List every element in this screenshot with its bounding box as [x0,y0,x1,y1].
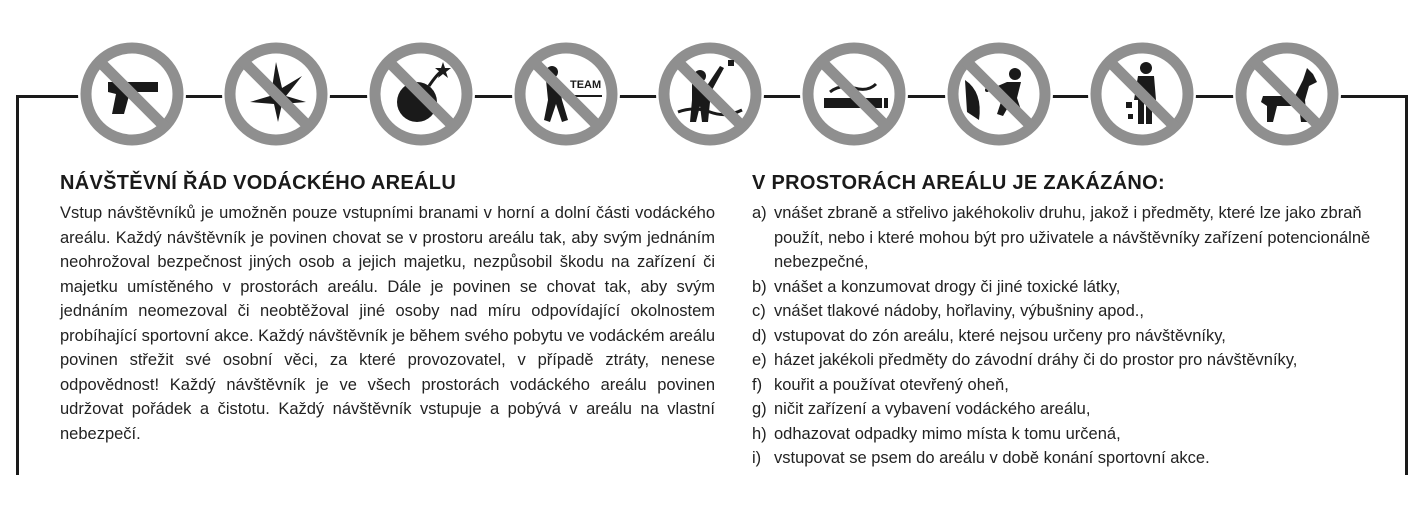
list-marker: c) [752,302,766,320]
no-smoking-icon [800,40,908,148]
prohibited-title: V PROSTORÁCH AREÁLU JE ZAKÁZÁNO: [752,172,1165,194]
no-weapons-icon [78,40,186,148]
list-item [752,422,1402,447]
list-marker: f) [752,375,763,394]
no-damage-icon [945,40,1053,148]
list-marker: h) [752,424,767,443]
list-marker: b) [752,277,767,296]
list-item-text: ničit zařízení a vybavení vodáckého areálu, [774,400,1091,418]
list-item-text: vnášet tlakové nádoby, hořlaviny, výbušniny apod., [774,302,1144,320]
list-item-text: odhazovat odpadky mimo místa k tomu určená, [774,424,1121,443]
visitor-rules-text: Vstup návštěvníků je umožněn pouze vstupními branami v horní a dolní části vodáckého areálu. Každý návštěvník je povinen chovat se v prostoru areálu tak, aby svým jednáním neohrožoval bezpečnost jiných osob a jejich majetku, nezpůsobil škodu na zařízení či majetku umístěného v prostorách areálu. Dále je povinen se chovat tak, aby svým jednáním neomezoval či neobtěžoval jiné osoby nad míru odpovídající okolnostem probíhající sportovní akce. Každý návštěvník je během svého pobytu ve vodáckém areálu povinen střežit své osobní věci, za které provozovatel, v případě ztráty, nenese odpovědnost! Každý návštěvník je ve všech prostorách vodáckého areálu povinen udržovat pořádek a čistotu. Každý návštěvník vstupuje a pobývá v areálu na vlastní nebezpečí. [60,204,715,443]
no-restricted-zones-icon [512,40,620,148]
list-item [752,348,1402,373]
list-item [752,299,1402,324]
list-item-text: vstupovat se psem do areálu v době konání sportovní akce. [774,449,1210,467]
list-item-text: kouřit a používat otevřený oheň, [774,375,1009,394]
list-item [752,201,1402,275]
list-marker: a) [752,204,767,222]
no-drugs-icon [222,40,330,148]
list-marker: i) [752,449,762,467]
list-item [752,397,1402,422]
list-item [752,446,1402,471]
list-item [752,373,1402,398]
list-item [752,275,1402,300]
team-sign-text: TEAM [570,79,602,91]
no-throwing-objects-icon [656,40,764,148]
no-dogs-icon [1233,40,1341,148]
prohibited-list [752,201,1402,471]
visitor-rules-title: NÁVŠTĚVNÍ ŘÁD VODÁCKÉHO AREÁLU [60,172,457,194]
no-explosives-icon [367,40,475,148]
list-item-text: vnášet zbraně a střelivo jakéhokoliv druhu, jakož i předměty, které lze jako zbraň použít, nebo i které mohou být pro uživatele a návštěvníky zařízení potencionálně nebezpečné, [774,204,1371,271]
list-marker: g) [752,400,767,418]
list-item-text: vnášet a konzumovat drogy či jiné toxické látky, [774,277,1121,296]
list-item-text: házet jakékoli předměty do závodní dráhy či do prostor pro návštěvníky, [774,351,1298,369]
prohibition-icons-row [0,40,1424,160]
list-item-text: vstupovat do zón areálu, které nejsou určeny pro návštěvníky, [774,326,1226,345]
no-littering-icon [1088,40,1196,148]
list-item [752,324,1402,349]
list-marker: e) [752,351,767,369]
list-marker: d) [752,326,767,345]
